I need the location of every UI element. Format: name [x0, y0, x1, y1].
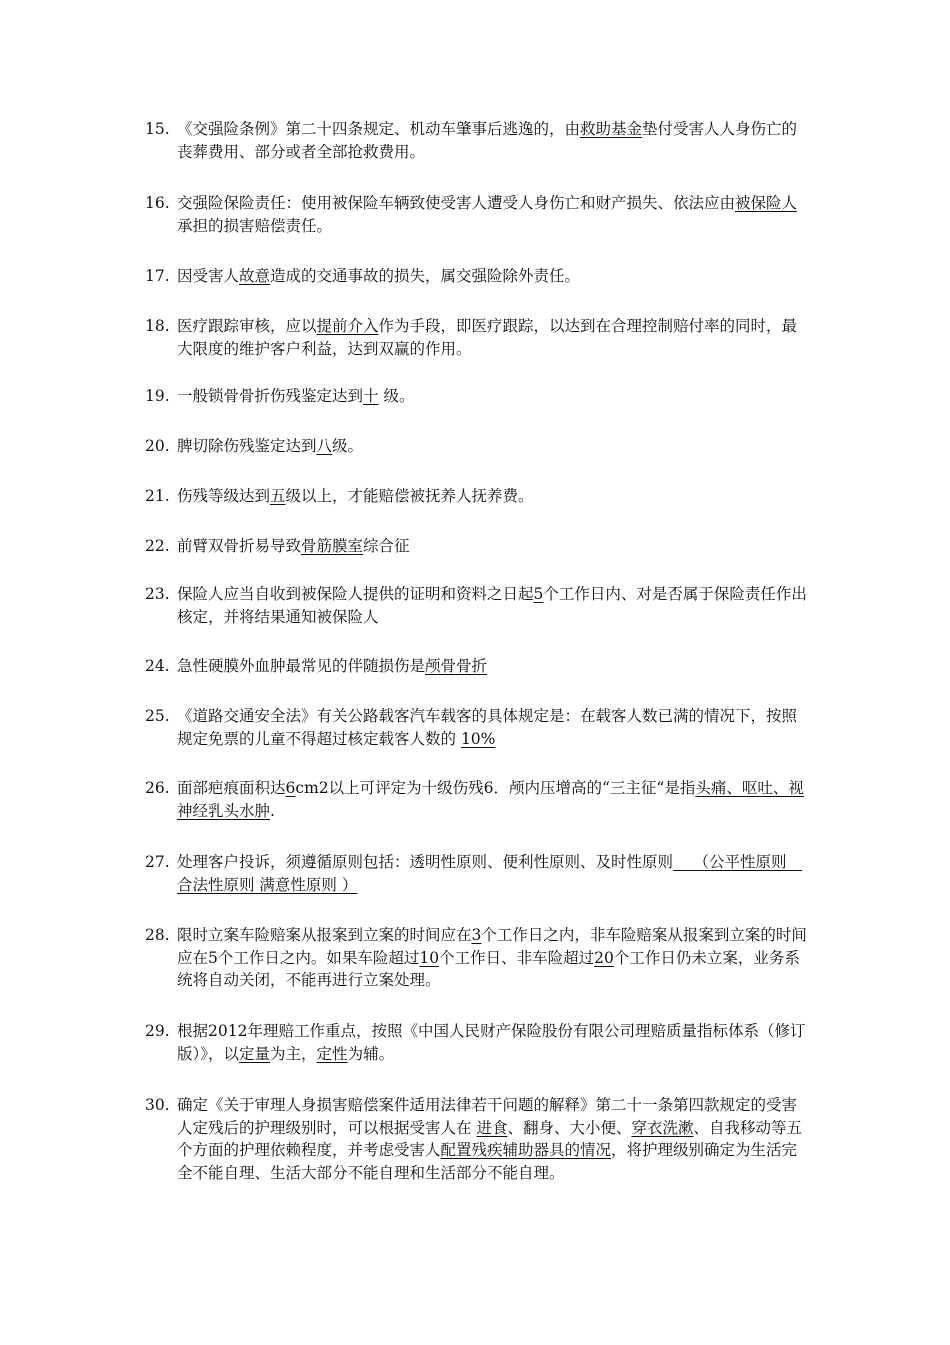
- question-number: 20.: [145, 437, 170, 455]
- question-item: [145, 1094, 810, 1184]
- question-text: [177, 265, 810, 288]
- answer-blank: 配置残疾辅助器具的情况: [440, 1141, 612, 1159]
- question-text-segment: 、翻身、大小便、: [507, 1118, 632, 1137]
- question-text-segment: 《道路交通安全法》有关公路载客汽车载客的具体规定是：在载客人数已满的情况下，按照规定免票的儿童不得超过核定载客人数的: [177, 707, 798, 748]
- question-item: [145, 535, 810, 558]
- question-text-segment: ，将护理级别确定为生活完全不能自理、生活大部分不能自理和生活部分不能自理。: [177, 1141, 798, 1182]
- question-number: 21.: [145, 487, 170, 505]
- question-text-segment: 限时立案车险赔案从报案到立案的时间应在: [177, 926, 472, 944]
- question-number: 26.: [145, 779, 170, 797]
- answer-blank: 10: [419, 948, 440, 967]
- question-text-segment: 面部疤痕面积达: [177, 779, 286, 797]
- question-text-segment: 个工作日内、对是否属于保险责任作出核定，并将结果通知被保险人: [177, 585, 807, 626]
- question-text: [177, 1020, 810, 1065]
- question-text-segment: 承担的损害赔偿责任。: [177, 216, 333, 235]
- question-number: 23.: [145, 585, 170, 603]
- question-text-segment: cm2以上可评定为十级伤残6．颅内压增高的“三主征“是指: [295, 779, 696, 797]
- question-text: [177, 315, 810, 360]
- question-text-segment: 造成的交通事故的损失，属交强险除外责任。: [270, 267, 581, 285]
- question-item: [145, 924, 810, 992]
- question-item: [145, 435, 810, 458]
- question-text: [177, 118, 810, 163]
- question-item: [145, 583, 810, 628]
- answer-blank: 八: [316, 437, 333, 455]
- answer-blank: 穿衣洗漱: [631, 1118, 694, 1137]
- answer-blank: （公平性原则 合法性原则 满意性原则 ）: [177, 853, 802, 894]
- answer-blank: 五: [270, 487, 286, 505]
- answer-blank: 10%: [460, 729, 496, 748]
- question-number: 16.: [145, 194, 170, 212]
- question-text: [177, 705, 810, 750]
- answer-blank: 提前介入: [316, 317, 379, 335]
- question-number: 19.: [145, 387, 170, 405]
- question-number: 28.: [145, 926, 170, 944]
- question-number: 17.: [145, 267, 170, 285]
- question-text-segment: 、自我移动等五个方面的护理依赖程度，并考虑受害人: [177, 1118, 802, 1159]
- question-item: [145, 1020, 810, 1065]
- question-text-segment: 医疗跟踪审核，应以: [177, 317, 317, 335]
- answer-blank: 定量: [239, 1044, 271, 1063]
- question-text-segment: 为主，: [270, 1044, 317, 1063]
- answer-blank: 头痛、呕吐、视神经乳头水肿: [177, 779, 804, 820]
- question-number: 15.: [145, 120, 170, 138]
- question-text-segment: 垫付受害人人身伤亡的丧葬费用、部分或者全部抢救费用。: [177, 120, 798, 161]
- question-text-segment: 脾切除伤残鉴定达到: [177, 437, 317, 455]
- question-number: 27.: [145, 853, 170, 871]
- answer-blank: 颅骨骨折: [425, 657, 488, 675]
- question-text: [177, 1094, 810, 1184]
- question-text-segment: 保险人应当自收到被保险人提供的证明和资料之日起: [177, 585, 534, 603]
- question-number: 25.: [145, 707, 170, 725]
- answer-blank: 6: [285, 779, 296, 797]
- question-text-segment: 《交强险条例》第二十四条规定、机动车肇事后逃逸的，由: [177, 120, 581, 138]
- question-item: [145, 655, 810, 678]
- question-text-segment: 作为手段，即医疗跟踪，以达到在合理控制赔付率的同时，最大限度的维护客户利益，达到双赢的作用。: [177, 317, 798, 358]
- question-text-segment: 急性硬膜外血肿最常见的伴随损伤是: [177, 657, 426, 675]
- question-item: [145, 777, 810, 822]
- question-text-segment: 交强险保险责任：使用被保险车辆致使受害人遭受人身伤亡和财产损失、依法应由: [177, 194, 736, 212]
- question-item: [145, 265, 810, 288]
- question-text-segment: 根据2012年理赔工作重点，按照《中国人民财产保险股份有限公司理赔质量指标体系（修订版）》，以: [177, 1022, 806, 1063]
- question-text-segment: 前臂双骨折易导致: [177, 537, 302, 555]
- question-text-segment: 伤残等级达到: [177, 487, 271, 505]
- answer-blank: 定性: [316, 1044, 348, 1063]
- question-number: 29.: [145, 1022, 170, 1040]
- question-text-segment: 因受害人: [177, 267, 240, 285]
- question-number: 18.: [145, 317, 170, 335]
- answer-blank: 骨筋膜室: [301, 537, 364, 555]
- question-text-segment: 一般锁骨骨折伤残鉴定达到: [177, 387, 364, 405]
- question-text: [177, 777, 810, 822]
- answer-blank: 十: [363, 387, 379, 405]
- answer-blank: 3: [471, 926, 482, 944]
- question-item: [145, 385, 810, 408]
- question-text-segment: 综合征: [363, 537, 410, 555]
- question-text: [177, 655, 810, 678]
- question-number: 24.: [145, 657, 170, 675]
- question-text: [177, 583, 810, 628]
- answer-blank: 故意: [239, 267, 271, 285]
- question-text-segment: 级。: [378, 387, 415, 405]
- question-item: [145, 851, 810, 896]
- answer-blank: 20: [594, 948, 614, 967]
- question-text-segment: 个工作日仍未立案，业务系统将自动关闭，不能再进行立案处理。: [177, 948, 800, 989]
- answer-blank: 被保险人: [735, 194, 798, 212]
- question-text: [177, 924, 810, 992]
- question-text: [177, 535, 810, 558]
- question-item: [145, 118, 810, 163]
- question-text: [177, 435, 810, 458]
- question-number: 30.: [145, 1096, 170, 1114]
- question-text-segment: 为辅。: [347, 1044, 395, 1063]
- question-text-segment: 个工作日、非车险超过: [439, 948, 595, 967]
- answer-blank: 救助基金: [580, 120, 643, 138]
- question-text-segment: 确定《关于审理人身损害赔偿案件适用法律若干问题的解释》第二十一条第四款规定的受害人定残后的护理级别时，可以根据受害人在: [177, 1096, 798, 1137]
- question-item: [145, 192, 810, 237]
- question-text: [177, 385, 810, 408]
- question-text: [177, 851, 810, 896]
- answer-blank: 5: [533, 585, 544, 603]
- question-text-segment: .: [270, 801, 275, 820]
- question-item: [145, 705, 810, 750]
- question-item: [145, 315, 810, 360]
- question-text-segment: 处理客户投诉，须遵循原则包括：透明性原则、便利性原则、及时性原则: [177, 853, 674, 871]
- answer-blank: 进食: [476, 1118, 508, 1137]
- question-text: [177, 485, 810, 508]
- question-number: 22.: [145, 537, 170, 555]
- question-text-segment: 级以上，才能赔偿被抚养人抚养费。: [285, 487, 534, 505]
- question-text: [177, 192, 810, 237]
- question-item: [145, 485, 810, 508]
- question-text-segment: 级。: [332, 437, 364, 455]
- question-text-segment: 个工作日之内，非车险赔案从报案到立案的时间应在5个工作日之内。如果车险超过: [177, 926, 807, 967]
